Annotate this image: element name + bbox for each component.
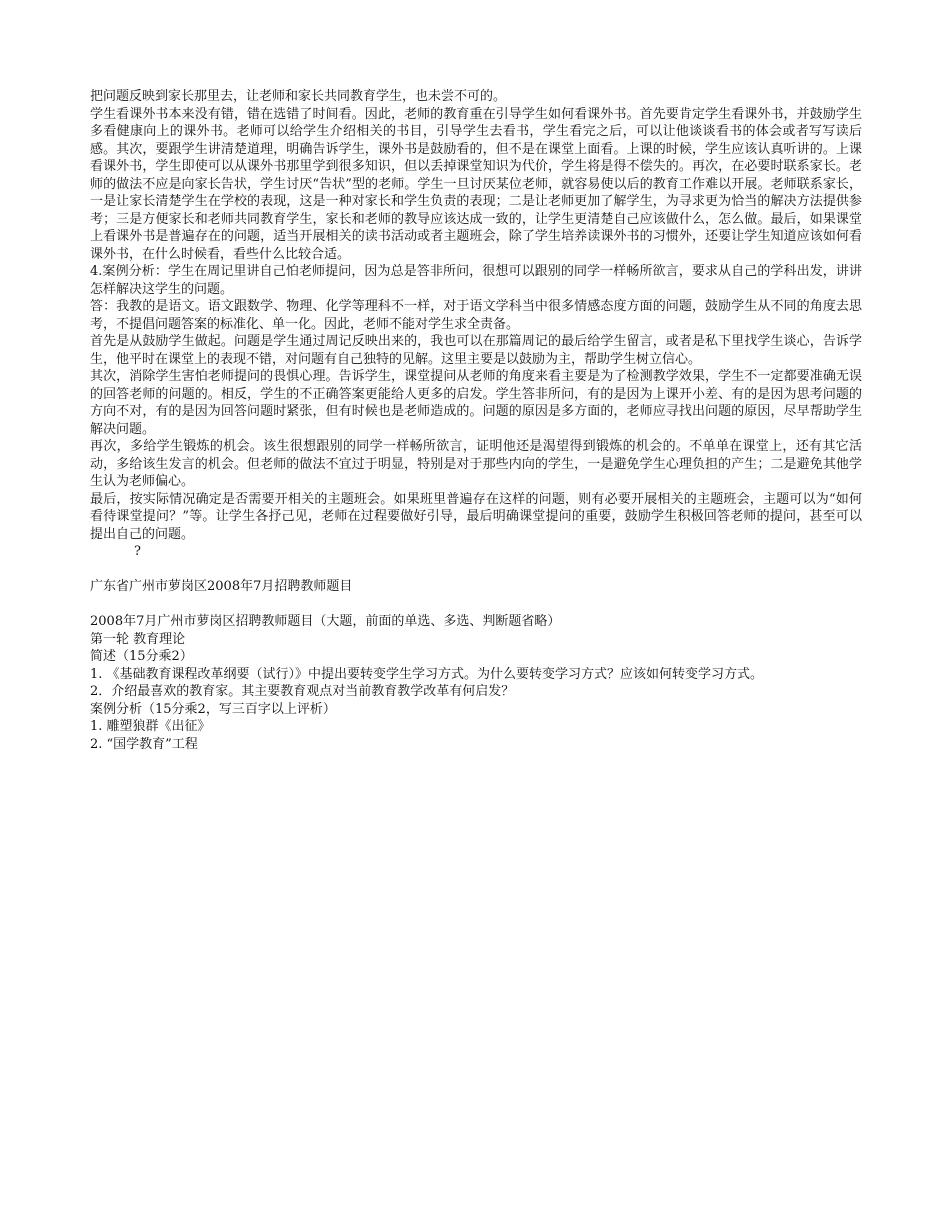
exam-heading: 广东省广州市萝岗区2008年7月招聘教师题目 xyxy=(90,579,353,594)
question-item: 2．介绍最喜欢的教育家。其主要教育观点对当前教育教学改革有何启发？ xyxy=(90,684,515,699)
document-page xyxy=(90,88,862,753)
round-heading: 第一轮 教育理论 xyxy=(90,631,186,647)
question-mark: ? xyxy=(134,544,141,559)
paragraph: 其次，消除学生害怕老师提问的畏惧心理。告诉学生，课堂提问从老师的角度来看主要是为了检测教学效果，学生不一定都要准确无误的回答老师的问题的。相反，学生的不正确答案更能给人更多的启发。学生答非所问，有的是因为上课开小差、有的是因为思考问题的方向不对，有的是因为回答问题时紧张，但有时候也是老师造成的。问题的原因是多方面的，老师应寻找出问题的原因，尽早帮助学生解决问题。 xyxy=(90,369,862,437)
paragraph: 最后，按实际情况确定是否需要开相关的主题班会。如果班里普遍存在这样的问题，则有必要开展相关的主题班会，主题可以为“如何看待课堂提问？”等。让学生各抒己见，老师在过程要做好引导，最后明确课堂提问的重要，鼓励学生积极回答老师的提问，甚至可以提出自己的问题。 xyxy=(90,491,862,542)
question-item: 1. 《基础教育课程改革纲要（试行）》中提出要转变学生学习方式。为什么要转变学习方式？应该如何转变学习方式。 xyxy=(90,666,764,682)
exam-subtitle: 2008年7月广州市萝岗区招聘教师题目（大题，前面的单选、多选、判断题省略） xyxy=(90,614,561,629)
case-question: 4.案例分析：学生在周记里讲自己怕老师提问，因为总是答非所问，很想可以跟别的同学一样畅所欲言，要求从自己的学科出发，讲讲怎样解决这学生的问题。 xyxy=(90,264,862,297)
paragraph: 首先是从鼓励学生做起。问题是学生通过周记反映出来的，我也可以在那篇周记的最后给学生留言，或者是私下里找学生谈心，告诉学生，他平时在课堂上的表现不错，对问题有自己独特的见解。这里主要是以鼓励为主，帮助学生树立信心。 xyxy=(90,334,862,367)
paragraph: 再次，多给学生锻炼的机会。该生很想跟别的同学一样畅所欲言，证明他还是渴望得到锻炼的机会的。不单单在课堂上，还有其它活动，多给该生发言的机会。但老师的做法不宜过于明显，特别是对于那些内向的学生，一是避免学生心理负担的产生；二是避免其他学生认为老师偏心。 xyxy=(90,439,862,489)
section-heading: 案例分析（15分乘2，写三百字以上评析） xyxy=(90,701,336,717)
paragraph: 把问题反映到家长那里去，让老师和家长共同教育学生，也未尝不可的。 xyxy=(90,89,507,104)
paragraph: 答：我教的是语文。语文跟数学、物理、化学等理科不一样，对于语文学科当中很多情感态度方面的问题，鼓励学生从不同的角度去思考，不提倡问题答案的标准化、单一化。因此，老师不能对学生求全责备。 xyxy=(90,299,862,332)
question-item: 1. 雕塑狼群《出征》 xyxy=(90,719,211,734)
paragraph: 学生看课外书本来没有错，错在选错了时间看。因此，老师的教育重在引导学生如何看课外书。首先要肯定学生看课外书，并鼓励学生多看健康向上的课外书。老师可以给学生介绍相关的书目，引导学生去看书，学生看完之后，可以让他谈谈看书的体会或者写写读后感。其次，要跟学生讲清楚道理，明确告诉学生，课外书是鼓励看的，但不是在课堂上面看。上课的时候，学生应该认真听讲的。上课看课外书，学生即使可以从课外书那里学到很多知识，但以丢掉课堂知识为代价，学生将是得不偿失的。再次，在必要时联系家长。老师的做法不应是向家长告状，学生讨厌“告状”型的老师。学生一旦讨厌某位老师，就容易使以后的教育工作难以开展。老师联系家长，一是让家长清楚学生在学校的表现，这是一种对家长和学生负责的表现；二是让老师更加了解学生，为寻求更为恰当的解决方法提供参考；三是方便家长和老师共同教育学生，家长和老师的教导应该达成一致的，让学生更清楚自己应该做什么，怎么做。最后，如果课堂上看课外书是普遍存在的问题，适当开展相关的读书活动或者主题班会，除了学生培养读课外书的习惯外，还要让学生知道应该如何看课外书，在什么时候看，看些什么比较合适。 xyxy=(90,106,862,262)
section-heading: 简述（15分乘2） xyxy=(90,649,193,664)
question-item: 2. “国学教育”工程 xyxy=(90,736,198,752)
